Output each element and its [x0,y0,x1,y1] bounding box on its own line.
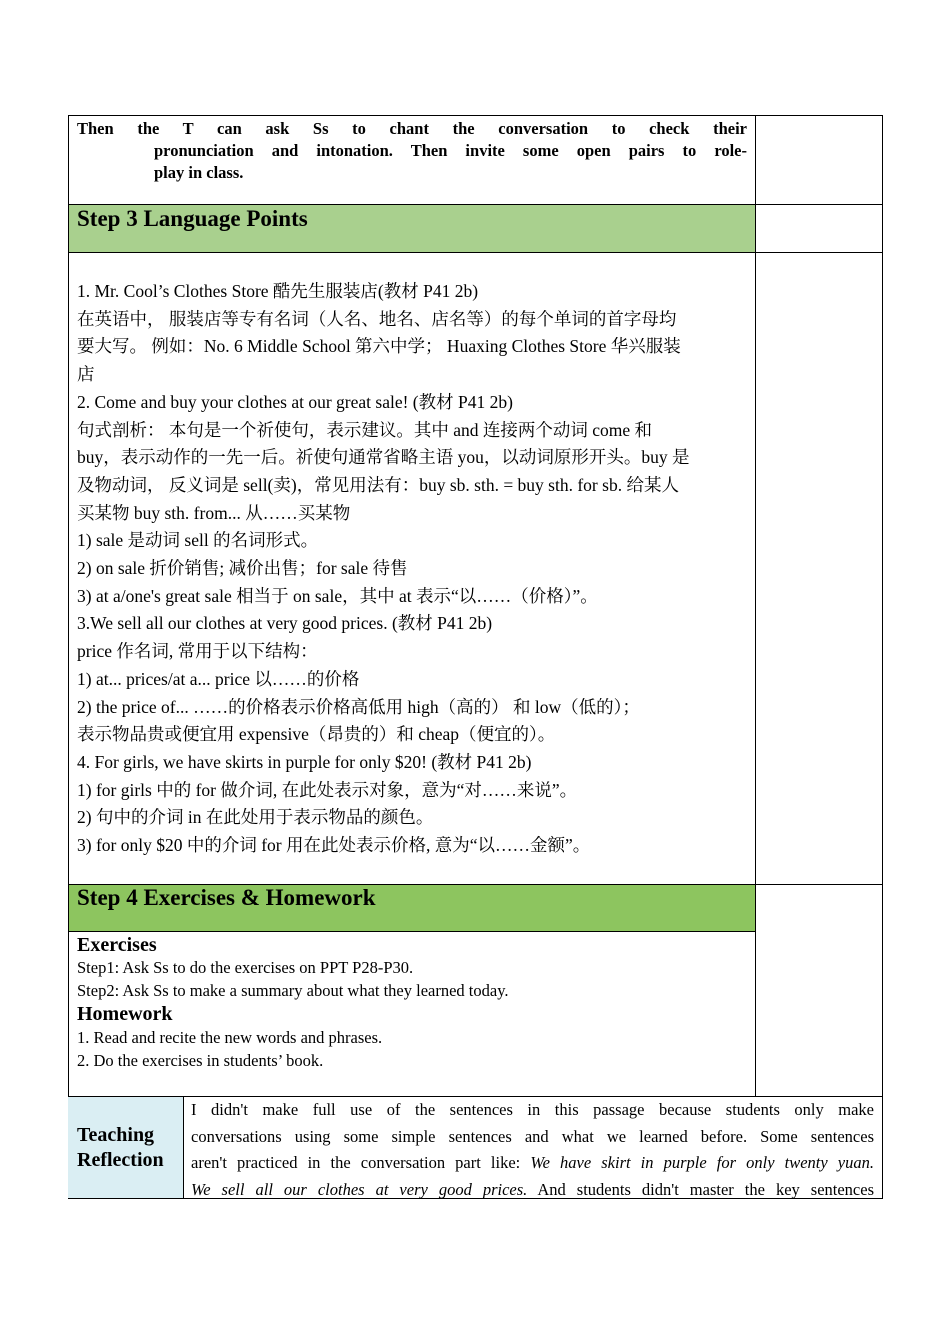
lp-line: 表示物品贵或便宜用 expensive（昂贵的）和 cheap（便宜的）。 [77,724,556,745]
homework-heading: Homework [77,1003,173,1025]
lp-line: 句式剖析： 本句是一个祈使句，表示建议。其中 and 连接两个动词 come 和 [77,419,653,440]
lp-line: 1) at... prices/at a... price 以……的价格 [77,668,360,689]
lp-line: 3) at a/one's great sale 相当于 on sale，其中 at 表示“以……（价格）”。 [77,585,598,606]
reflection-line-4-italic: We sell all our clothes at very good prices. [191,1179,528,1199]
reflection-line-3-italic: We have skirt in purple for only twenty yuan. [530,1153,874,1172]
lp-line: 2. Come and buy your clothes at our great sale! (教材 P41 2b) [77,391,513,412]
exercise-step-1: Step1: Ask Ss to do the exercises on PPT P28-P30. [77,958,414,977]
lp-line: 3) for only $20 中的介词 for 用在此处表示价格, 意为“以……金额”。 [77,835,591,856]
lp-line: 1) sale 是动词 sell 的名词形式。 [77,530,319,551]
step4-heading: Step 4 Exercises & Homework [77,885,376,910]
teaching-reflection-label [68,1097,183,1198]
reflection-line-2: conversations using some simple sentences and what we learned before. Some sentences [191,1126,874,1146]
reflection-line-3 [191,1150,874,1177]
lp-line: 2) the price of... ……的价格表示价格高低用 high（高的） 和 low（低的）； [77,696,640,717]
lp-line: price 作名词, 常用于以下结构： [77,641,318,662]
exercise-step-2: Step2: Ask Ss to make a summary about what they learned today. [77,981,509,1000]
lp-line: 2) 句中的介词 in 在此处用于表示物品的颜色。 [77,807,434,828]
lp-line: 3.We sell all our clothes at very good prices. (教材 P41 2b) [77,613,493,634]
intro-paragraph [77,118,747,184]
teaching-reflection-text [191,1097,874,1203]
reflection-line-3-plain: aren't practiced in the conversation part like: [191,1153,531,1172]
lp-line: 店 [77,364,95,385]
lp-line: 1) for girls 中的 for 做介词, 在此处表示对象，意为“对……来说”。 [77,779,578,800]
reflection-label-line-1: Teaching [77,1123,155,1146]
lp-line: 4. For girls, we have skirts in purple for only $20! (教材 P41 2b) [77,751,532,772]
reflection-label-line-2: Reflection [77,1148,164,1171]
reflection-line-1: I didn't make full use of the sentences in this passage because students only make [191,1100,874,1119]
intro-line-3: play in class. [154,163,244,182]
lp-line: 及物动词， 反义词是 sell(卖)，常见用法有：buy sb. sth. = buy sth. for sb. 给某人 [77,474,679,495]
lp-line: 在英语中， 服装店等专有名词（人名、地名、店名等）的每个单词的首字母均 [77,308,677,329]
reflection-line-4 [191,1177,874,1204]
homework-item-1: 1. Read and recite the new words and phrases. [77,1028,383,1047]
exercises-heading: Exercises [77,934,157,956]
lp-line: 1. Mr. Cool’s Clothes Store 酷先生服装店(教材 P41 2b) [77,281,479,301]
intro-line-2: pronunciation and intonation. Then invite some open pairs to role- [154,141,747,160]
reflection-line-4-plain: And students didn't master the key sentences [527,1179,874,1199]
lp-line: buy，表示动作的一先一后。祈使句通常省略主语 you，以动词原形开头。buy 是 [77,447,690,468]
lp-line: 要大写。 例如：No. 6 Middle School 第六中学； Huaxing Clothes Store 华兴服装 [77,336,681,357]
lp-line: 买某物 buy sth. from... 从……买某物 [77,502,351,523]
lp-line: 2) on sale 折价销售; 减价出售；for sale 待售 [77,558,408,579]
homework-item-2: 2. Do the exercises in students’ book. [77,1051,324,1070]
intro-line-1: Then the T can ask Ss to chant the conversation to check their [77,119,747,138]
step3-heading: Step 3 Language Points [77,206,308,231]
language-points [77,278,690,860]
